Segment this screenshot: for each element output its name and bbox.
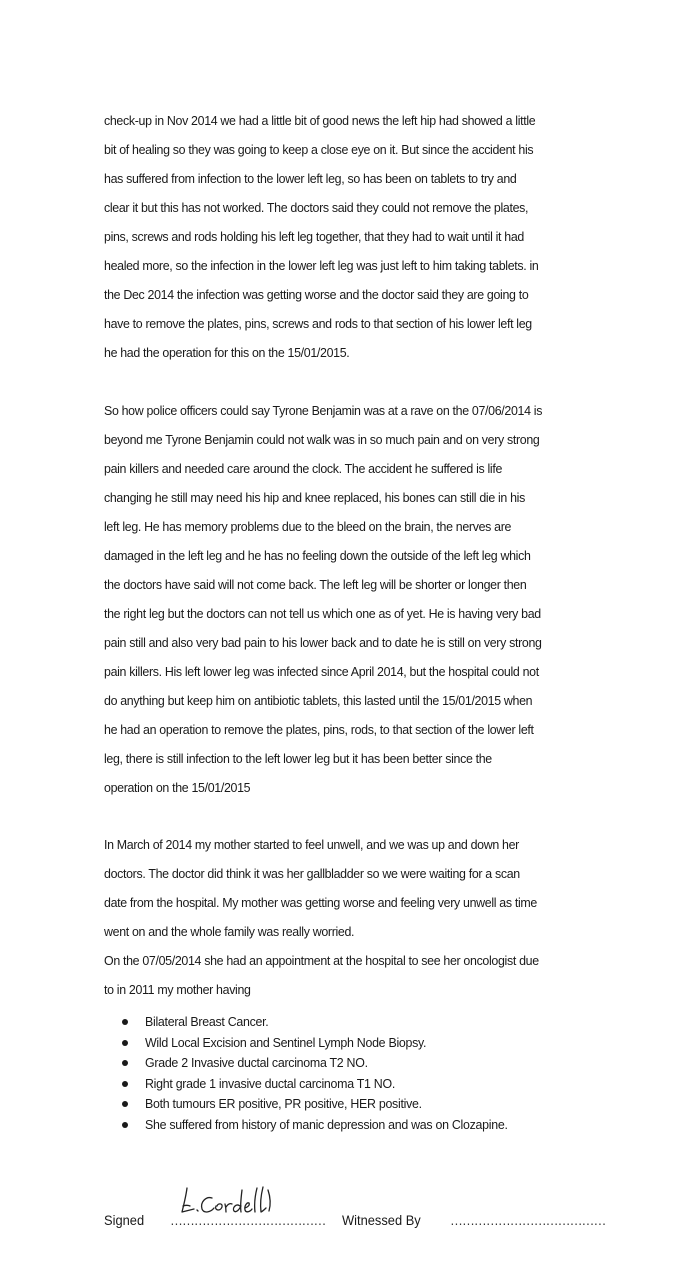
bullet-icon <box>122 1060 128 1066</box>
list-item <box>120 1033 580 1054</box>
text-line: healed more, so the infection in the lower left leg was just left to him taking tablets. in <box>104 258 539 273</box>
text-line: pins, screws and rods holding his left leg together, that they had to wait until it had <box>104 229 524 244</box>
list-item-text: She suffered from history of manic depression and was on Clozapine. <box>145 1116 508 1132</box>
diagnosis-list <box>120 1012 580 1135</box>
bullet-icon <box>122 1101 128 1107</box>
bullet-icon <box>122 1122 128 1128</box>
text-line: check-up in Nov 2014 we had a little bit of good news the left hip had showed a little <box>104 113 536 128</box>
text-line: pain still and also very bad pain to his lower back and to date he is still on very strong <box>104 635 542 650</box>
text-line: beyond me Tyrone Benjamin could not walk was in so much pain and on very strong <box>104 432 540 447</box>
list-item <box>120 1053 580 1074</box>
list-item-text: Both tumours ER positive, PR positive, HER positive. <box>145 1096 422 1111</box>
text-line: operation on the 15/01/2015 <box>104 780 251 795</box>
text-line: clear it but this has not worked. The doctors said they could not remove the plates, <box>104 200 529 215</box>
paragraph-mother-health <box>104 830 584 1004</box>
text-line: has suffered from infection to the lower left leg, so has been on tablets to try and <box>104 171 517 186</box>
text-line: changing he still may need his hip and knee replaced, his bones can still die in his <box>104 490 525 505</box>
signed-line: ………………………………… <box>170 1212 326 1228</box>
text-line: doctors. The doctor did think it was her gallbladder so we were waiting for a scan <box>104 866 520 881</box>
text-line: leg, there is still infection to the left lower leg but it has been better since the <box>104 751 492 766</box>
list-item-text: Wild Local Excision and Sentinel Lymph Node Biopsy. <box>145 1034 427 1050</box>
text-line: the doctors have said will not come back. The left leg will be shorter or longer then <box>104 577 527 592</box>
bullet-icon <box>122 1019 128 1025</box>
text-line: damaged in the left leg and he has no feeling down the outside of the left leg which <box>104 548 531 563</box>
text-line: bit of healing so they was going to keep a close eye on it. But since the accident his <box>104 142 534 157</box>
text-line: went on and the whole family was really worried. <box>104 924 355 939</box>
text-line: the right leg but the doctors can not tell us which one as of yet. He is having very bad <box>104 606 541 621</box>
text-line: On the 07/05/2014 she had an appointment at the hospital to see her oncologist due <box>104 953 539 968</box>
witnessed-line: ………………………………… <box>450 1212 606 1228</box>
text-line: he had the operation for this on the 15/01/2015. <box>104 345 350 360</box>
bullet-icon <box>122 1040 128 1046</box>
bullet-icon <box>122 1081 128 1087</box>
text-line: In March of 2014 my mother started to feel unwell, and we was up and down her <box>104 837 519 852</box>
text-line: pain killers and needed care around the clock. The accident he suffered is life <box>104 461 503 476</box>
text-line: to in 2011 my mother having <box>104 982 251 997</box>
text-line: have to remove the plates, pins, screws and rods to that section of his lower left leg <box>104 316 532 331</box>
text-line: So how police officers could say Tyrone Benjamin was at a rave on the 07/06/2014 is <box>104 403 543 418</box>
text-line: do anything but keep him on antibiotic tablets, this lasted until the 15/01/2015 when <box>104 693 533 708</box>
list-item <box>120 1115 580 1136</box>
list-item <box>120 1074 580 1095</box>
list-item-text: Right grade 1 invasive ductal carcinoma T1 NO. <box>145 1075 396 1091</box>
paragraph-recovery-update <box>104 106 584 367</box>
list-item-text: Bilateral Breast Cancer. <box>145 1014 269 1029</box>
text-line: pain killers. His left lower leg was infected since April 2014, but the hospital could not <box>104 664 539 679</box>
signed-label: Signed <box>104 1212 145 1228</box>
witnessed-by-label: Witnessed By <box>342 1212 421 1228</box>
text-line: the Dec 2014 the infection was getting worse and the doctor said they are going to <box>104 287 529 302</box>
text-line: left leg. He has memory problems due to the bleed on the brain, the nerves are <box>104 519 512 534</box>
list-item <box>120 1094 580 1115</box>
paragraph-police-claim <box>104 396 584 802</box>
signature-row <box>104 1212 624 1236</box>
list-item <box>120 1012 580 1033</box>
text-line: he had an operation to remove the plates, pins, rods, to that section of the lower left <box>104 722 534 737</box>
list-item-text: Grade 2 Invasive ductal carcinoma T2 NO. <box>145 1055 368 1070</box>
text-line: date from the hospital. My mother was getting worse and feeling very unwell as time <box>104 895 537 910</box>
